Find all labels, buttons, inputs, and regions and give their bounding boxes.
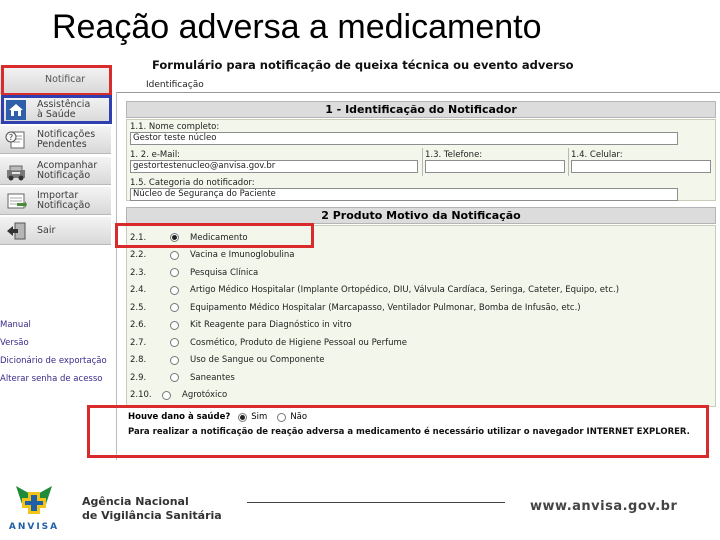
pending-icon (3, 128, 29, 152)
cell-field[interactable] (571, 160, 711, 173)
phone-field[interactable] (425, 160, 565, 173)
export-dictionary-link[interactable]: Dicionário de exportação (0, 356, 107, 366)
option-label: Saneantes (190, 372, 235, 383)
field-separator (422, 148, 423, 176)
form-title: Formulário para notificação de queixa técnica ou evento adverso (152, 58, 574, 72)
option-radio[interactable] (170, 268, 179, 277)
footer-divider (247, 502, 505, 503)
slide-title: Reação adversa a medicamento (52, 8, 542, 46)
tab-identificacao[interactable]: Identificação (146, 80, 204, 90)
option-number: 2.2. (130, 250, 147, 260)
option-label: Artigo Médico Hospitalar (Implante Ortopédico, DIU, Válvula Cardíaca, Seringa, Cateter, Equipo, etc.) (190, 285, 620, 295)
option-radio[interactable] (170, 303, 179, 312)
sidebar-pendentes-button[interactable] (0, 126, 111, 154)
option-number: 2.9. (130, 372, 147, 383)
sidebar-notificar-button[interactable] (0, 66, 111, 94)
product-option (126, 264, 258, 281)
option-number: 2.5. (130, 302, 147, 313)
sidebar-item-label: Importar Notificação (37, 189, 91, 211)
product-option (126, 299, 581, 316)
product-option (126, 247, 294, 264)
manual-link[interactable]: Manual (0, 320, 31, 330)
field-separator (568, 148, 569, 176)
option-number: 2.7. (130, 337, 147, 348)
sidebar-assistencia-button[interactable] (0, 96, 111, 124)
category-label: 1.5. Categoria do notificador: (130, 178, 255, 188)
product-option (126, 317, 352, 334)
change-password-link[interactable]: Alterar senha de acesso (0, 374, 103, 384)
option-label: Uso de Sangue ou Componente (190, 355, 325, 365)
agency-name: Agência Nacional de Vigilância Sanitária (82, 495, 222, 522)
sidebar-acompanhar-button[interactable] (0, 157, 111, 185)
option-number: 2.10. (130, 390, 152, 400)
product-option (126, 387, 227, 404)
option-label: Medicamento (190, 232, 248, 243)
product-option (126, 229, 248, 246)
cell-label: 1.4. Celular: (571, 150, 623, 160)
option-number: 2.6. (130, 320, 147, 330)
option-radio[interactable] (170, 356, 179, 365)
harm-no-radio[interactable] (277, 413, 286, 422)
option-label: Agrotóxico (182, 390, 228, 400)
option-number: 2.8. (130, 355, 147, 365)
notify-icon (3, 68, 29, 92)
option-number: 2.1. (130, 232, 147, 243)
harm-yes-label: Sim (251, 412, 268, 422)
option-label: Vacina e Imunoglobulina (190, 250, 295, 260)
sidebar-links (0, 316, 107, 388)
sidebar-importar-button[interactable] (0, 187, 111, 215)
footer-url: www.anvisa.gov.br (530, 499, 678, 514)
harm-question-row (128, 412, 317, 422)
sidebar-item-label: Sair (37, 224, 56, 236)
home-icon (3, 98, 29, 122)
harm-question: Houve dano à saúde? (128, 412, 231, 422)
notification-form (116, 58, 720, 460)
option-number: 2.4. (130, 285, 147, 295)
option-label: Cosmético, Produto de Higiene Pessoal ou Perfume (190, 337, 408, 348)
option-label: Pesquisa Clínica (190, 267, 259, 278)
email-label: 1. 2. e-Mail: (130, 150, 181, 160)
harm-no-label: Não (290, 412, 308, 422)
harm-yes-radio[interactable] (238, 413, 247, 422)
sidebar-item-label: Assistência à Saúde (37, 98, 91, 120)
sidebar-item-label: Acompanhar Notificação (37, 159, 98, 181)
svg-text:ANVISA: ANVISA (8, 522, 60, 532)
import-icon (3, 189, 29, 213)
name-label: 1.1. Nome completo: (130, 122, 220, 132)
sidebar-item-label: Notificações Pendentes (37, 128, 96, 150)
version-link[interactable]: Versão (0, 338, 29, 348)
section1-body (126, 119, 716, 201)
sidebar-item-label: Notificar (45, 73, 86, 85)
product-option (126, 334, 407, 351)
option-radio[interactable] (170, 286, 179, 295)
product-option (126, 282, 619, 299)
form-frame-border (116, 92, 117, 460)
exit-icon (3, 219, 29, 243)
svg-text:?: ? (8, 132, 14, 142)
email-field[interactable]: gestortestenucleo@anvisa.gov.br (130, 160, 418, 173)
sidebar-menu (0, 64, 116, 464)
anvisa-logo (2, 482, 66, 536)
option-radio[interactable] (170, 338, 179, 347)
option-radio[interactable] (170, 251, 179, 260)
section2-heading: 2 Produto Motivo da Notificação (126, 207, 716, 224)
tab-divider (116, 92, 720, 93)
section1-heading: 1 - Identificação do Notificador (126, 101, 716, 118)
phone-label: 1.3. Telefone: (425, 150, 483, 160)
product-option (126, 369, 235, 386)
option-number: 2.3. (130, 267, 147, 278)
option-radio[interactable] (170, 373, 179, 382)
name-field[interactable]: Gestor teste núcleo (130, 132, 678, 145)
option-label: Equipamento Médico Hospitalar (Marcapasso, Ventilador Pulmonar, Bomba de Infusão, etc.) (190, 302, 581, 313)
option-radio[interactable] (170, 321, 179, 330)
product-option (126, 352, 324, 369)
option-radio[interactable] (170, 233, 179, 242)
option-radio[interactable] (162, 391, 171, 400)
track-icon (3, 159, 29, 183)
sidebar-sair-button[interactable] (0, 217, 111, 245)
option-label: Kit Reagente para Diagnóstico in vitro (190, 320, 352, 330)
browser-warning-message: Para realizar a notificação de reação adversa a medicamento é necessário utilizar o navegador INTERNET EXPLORER. (128, 427, 690, 437)
category-field[interactable]: Núcleo de Segurança do Paciente (130, 188, 678, 201)
